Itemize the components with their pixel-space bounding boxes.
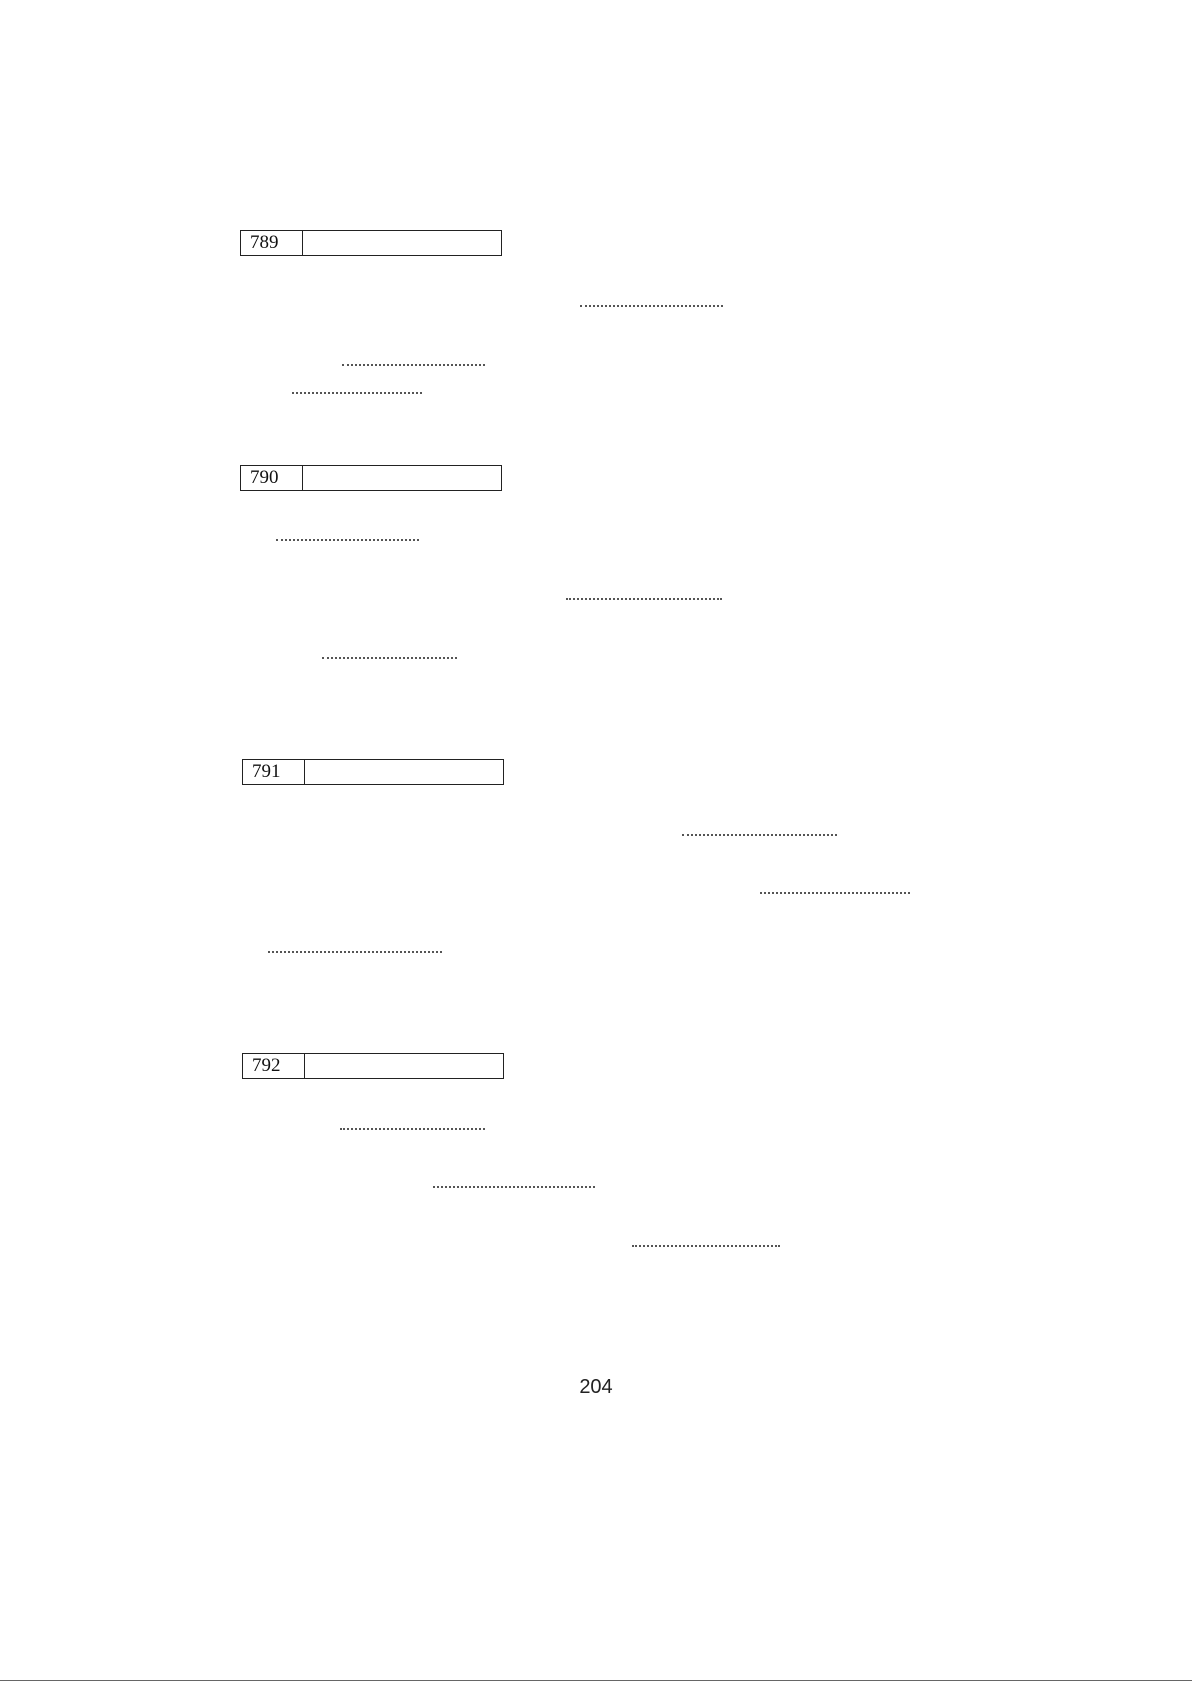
question-box-791 (242, 759, 504, 785)
question-number: 791 (243, 760, 305, 784)
question-box-789 (240, 230, 502, 256)
blank-line[interactable] (760, 888, 910, 894)
page-number: 204 (579, 1376, 613, 1398)
blank-line[interactable] (276, 535, 419, 541)
question-number: 792 (243, 1054, 305, 1078)
question-number: 790 (241, 466, 303, 490)
blank-line[interactable] (566, 594, 722, 600)
question-box-790 (240, 465, 502, 491)
answer-field[interactable] (303, 466, 501, 490)
question-box-792 (242, 1053, 504, 1079)
blank-line[interactable] (292, 388, 422, 394)
blank-line[interactable] (340, 1124, 485, 1130)
blank-line[interactable] (322, 653, 457, 659)
blank-line[interactable] (433, 1182, 595, 1188)
answer-field[interactable] (303, 231, 501, 255)
blank-line[interactable] (580, 301, 723, 307)
bottom-rule (0, 1680, 1192, 1681)
blank-line[interactable] (682, 830, 837, 836)
blank-line[interactable] (632, 1241, 780, 1247)
question-number: 789 (241, 231, 303, 255)
answer-field[interactable] (305, 760, 503, 784)
answer-field[interactable] (305, 1054, 503, 1078)
blank-line[interactable] (268, 947, 442, 953)
blank-line[interactable] (342, 360, 485, 366)
